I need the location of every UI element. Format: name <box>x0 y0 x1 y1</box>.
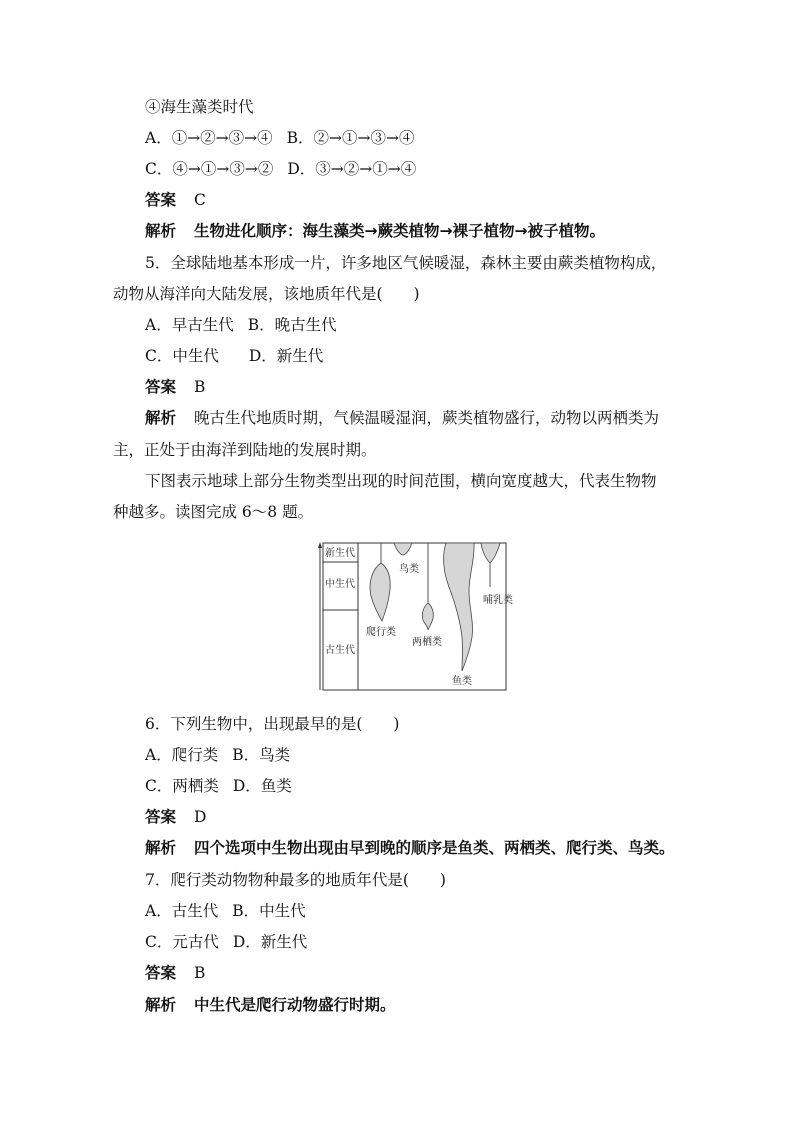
amphibian-shape <box>422 603 433 630</box>
answer-label: 答案 <box>145 191 177 209</box>
q7-stem: 7．爬行类动物物种最多的地质年代是( ) <box>145 871 446 889</box>
q6-options-cd <box>145 776 292 796</box>
q4-explanation <box>145 221 605 241</box>
axis-arrow-icon <box>318 542 322 548</box>
answer-value: D <box>194 808 207 826</box>
q6-explanation <box>145 838 675 858</box>
q5-stem-line1: 5．全球陆地基本形成一片，许多地区气候暖湿，森林主要由蕨类植物构成， <box>145 254 667 272</box>
explanation-text: 中生代是爬行动物盛行时期。 <box>194 996 396 1014</box>
figure-intro-line2: 种越多。读图完成 6～8 题。 <box>113 503 314 521</box>
q5-options-cd <box>145 346 323 366</box>
q7-answer <box>145 963 205 983</box>
answer-label: 答案 <box>145 808 177 826</box>
explanation-label: 解析 <box>145 222 177 240</box>
q6-option-b: B．鸟类 <box>232 746 291 764</box>
q5-option-d: D．新生代 <box>248 347 324 365</box>
answer-value: C <box>194 191 206 209</box>
era-paleozoic: 古生代 <box>325 645 355 656</box>
explanation-label: 解析 <box>145 996 177 1014</box>
answer-label: 答案 <box>145 378 177 396</box>
label-amphibian: 两栖类 <box>412 637 442 648</box>
answer-value: B <box>194 964 206 982</box>
species-range-figure <box>318 541 513 693</box>
q4-option-a: A．①→②→③→④ <box>145 129 273 147</box>
q7-option-d: D．新生代 <box>232 933 308 951</box>
era-mesozoic: 中生代 <box>325 579 355 590</box>
explanation-text: 生物进化顺序：海生藻类→蕨类植物→裸子植物→被子植物。 <box>194 222 605 240</box>
q7-options-ab <box>145 901 306 921</box>
q4-options-cd <box>145 159 416 179</box>
q5-options-ab <box>145 315 337 335</box>
q4-options-ab <box>145 128 415 148</box>
label-bird: 鸟类 <box>399 564 419 575</box>
answer-value: B <box>194 378 206 396</box>
reptile-shape <box>370 563 390 621</box>
q6-option-c: C．两栖类 <box>145 777 219 795</box>
q5-option-a: A．早古生代 <box>145 316 234 334</box>
q6-answer <box>145 807 206 827</box>
q6-option-a: A．爬行类 <box>145 746 219 764</box>
q7-explanation <box>145 995 396 1015</box>
mammal-shape <box>481 543 500 563</box>
q7-option-b: B．中生代 <box>232 902 306 920</box>
explanation-text: 四个选项中生物出现由早到晚的顺序是鱼类、两栖类、爬行类、鸟类。 <box>194 839 675 857</box>
q4-option-c: C．④→①→③→② <box>145 160 274 178</box>
q4-option-d: D．③→②→①→④ <box>287 160 417 178</box>
q7-options-cd <box>145 932 307 952</box>
q5-option-b: B．晚古生代 <box>247 316 337 334</box>
explanation-label: 解析 <box>145 839 177 857</box>
q6-option-d: D．鱼类 <box>232 777 292 795</box>
explanation-label: 解析 <box>145 409 177 427</box>
figure-intro-line1: 下图表示地球上部分生物类型出现的时间范围，横向宽度越大，代表生物物 <box>145 472 657 490</box>
q5-option-c: C．中生代 <box>145 347 219 365</box>
q5-answer <box>145 377 205 397</box>
q5-explanation-line2: 主，正处于由海洋到陆地的发展时期。 <box>113 441 377 459</box>
label-mammal: 哺乳类 <box>483 595 513 606</box>
bird-shape <box>394 543 412 555</box>
q6-options-ab <box>145 745 290 765</box>
q4-answer <box>145 190 206 210</box>
q4-item4: ④海生藻类时代 <box>145 98 254 116</box>
answer-label: 答案 <box>145 964 177 982</box>
era-cenozoic: 新生代 <box>325 548 355 559</box>
q4-option-b: B．②→①→③→④ <box>286 129 415 147</box>
explanation-text: 晚古生代地质时期，气候温暖湿润，蕨类植物盛行，动物以两栖类为 <box>194 409 660 427</box>
label-fish: 鱼类 <box>452 676 472 687</box>
q7-option-a: A．古生代 <box>145 902 219 920</box>
q5-explanation-line1 <box>145 408 659 428</box>
q6-stem: 6．下列生物中，出现最早的是( ) <box>145 715 400 733</box>
q7-option-c: C．元古代 <box>145 933 219 951</box>
label-reptile: 爬行类 <box>366 627 396 638</box>
q5-stem-line2: 动物从海洋向大陆发展，该地质年代是( ) <box>113 285 420 303</box>
fish-shape <box>444 543 475 671</box>
